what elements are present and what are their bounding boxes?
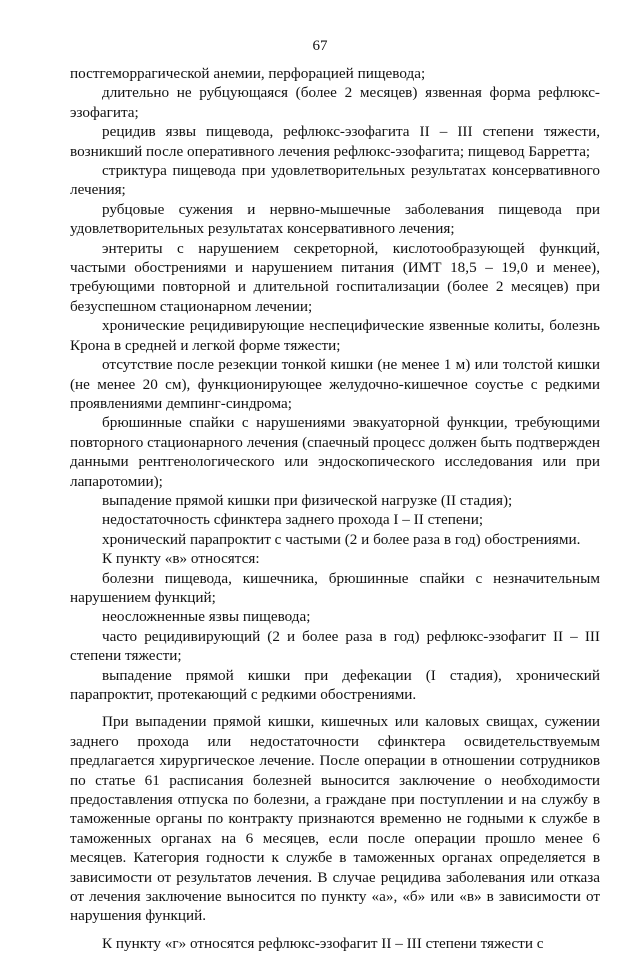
paragraph: выпадение прямой кишки при дефекации (I стадия), хронический парапроктит, протекающий с редкими обострениями. bbox=[70, 666, 600, 703]
paragraph: рубцовые сужения и нервно-мышечные заболевания пищевода при удовлетворительных результатах консервативного лечения; bbox=[70, 200, 600, 238]
paragraph: хронические рецидивирующие неспецифические язвенные колиты, болезнь Крона в средней и легкой форме тяжести; bbox=[70, 317, 600, 354]
paragraph: неосложненные язвы пищевода; bbox=[102, 608, 311, 626]
paragraph: хронический парапроктит с частыми (2 и более раза в год) обострениями. bbox=[102, 530, 581, 548]
document-body bbox=[70, 64, 600, 953]
paragraph: постгеморрагической анемии, перфорацией пищевода; bbox=[70, 65, 426, 82]
paragraph: энтериты с нарушением секреторной, кислотообразующей функций, частыми обострениями и нарушением питания (ИМТ 18,5 – 19,0 и менее), требующими повторной и длительной госпитализации (более 2 месяцев) при безуспешном стационарном лечении; bbox=[70, 239, 600, 315]
section-heading: К пункту «в» относятся: bbox=[102, 550, 260, 568]
paragraph: выпадение прямой кишки при физической нагрузке (II стадия); bbox=[102, 491, 513, 509]
paragraph: брюшинные спайки с нарушениями эвакуаторной функции, требующими повторного стационарного лечения (спаечный процесс должен быть подтвержден данными рентгенологического или эндоскопического исследования или при лапаротомии); bbox=[70, 414, 600, 490]
paragraph: стриктура пищевода при удовлетворительных результатах консервативного лечения; bbox=[70, 162, 600, 199]
paragraph: отсутствие после резекции тонкой кишки (не менее 1 м) или толстой кишки (не менее 20 см), функционирующее желудочно-кишечное соустье с редкими проявлениями демпинг-синдрома; bbox=[70, 356, 600, 412]
paragraph: рецидив язвы пищевода, рефлюкс-эзофагита II – III степени тяжести, возникший после оперативного лечения рефлюкс-эзофагита; пищевод Барретта; bbox=[70, 123, 600, 160]
page-number: 67 bbox=[312, 38, 328, 54]
paragraph: При выпадении прямой кишки, кишечных или каловых свищах, сужении заднего прохода или недостаточности сфинктера освидетельствуемым предлагается хирургическое лечение. После операции в отношении сотрудников по статье 61 расписания болезней выносится заключение о необходимости предоставления отпуска по болезни, а граждане при поступлении и на службу в таможенные органы по контракту признаются временно не годными к службе в таможенных органах на 6 месяцев, если после операции прошло менее 6 месяцев. Категория годности к службе в таможенных органах определяется в зависимости от результатов лечения. В случае рецидива заболевания или отказа от лечения заключение выносится по пункту «а», «б» или «в» в зависимости от нарушения функций. bbox=[70, 713, 600, 925]
paragraph: часто рецидивирующий (2 и более раза в год) рефлюкс-эзофагит II – III степени тяжести; bbox=[70, 627, 600, 665]
paragraph: недостаточность сфинктера заднего прохода I – II степени; bbox=[102, 511, 484, 529]
paragraph: К пункту «г» относятся рефлюкс-эзофагит II – III степени тяжести с bbox=[102, 934, 544, 952]
paragraph: болезни пищевода, кишечника, брюшинные спайки с незначительным нарушением функций; bbox=[70, 569, 600, 606]
paragraph: длительно не рубцующаяся (более 2 месяцев) язвенная форма рефлюкс-эзофагита; bbox=[70, 84, 600, 121]
